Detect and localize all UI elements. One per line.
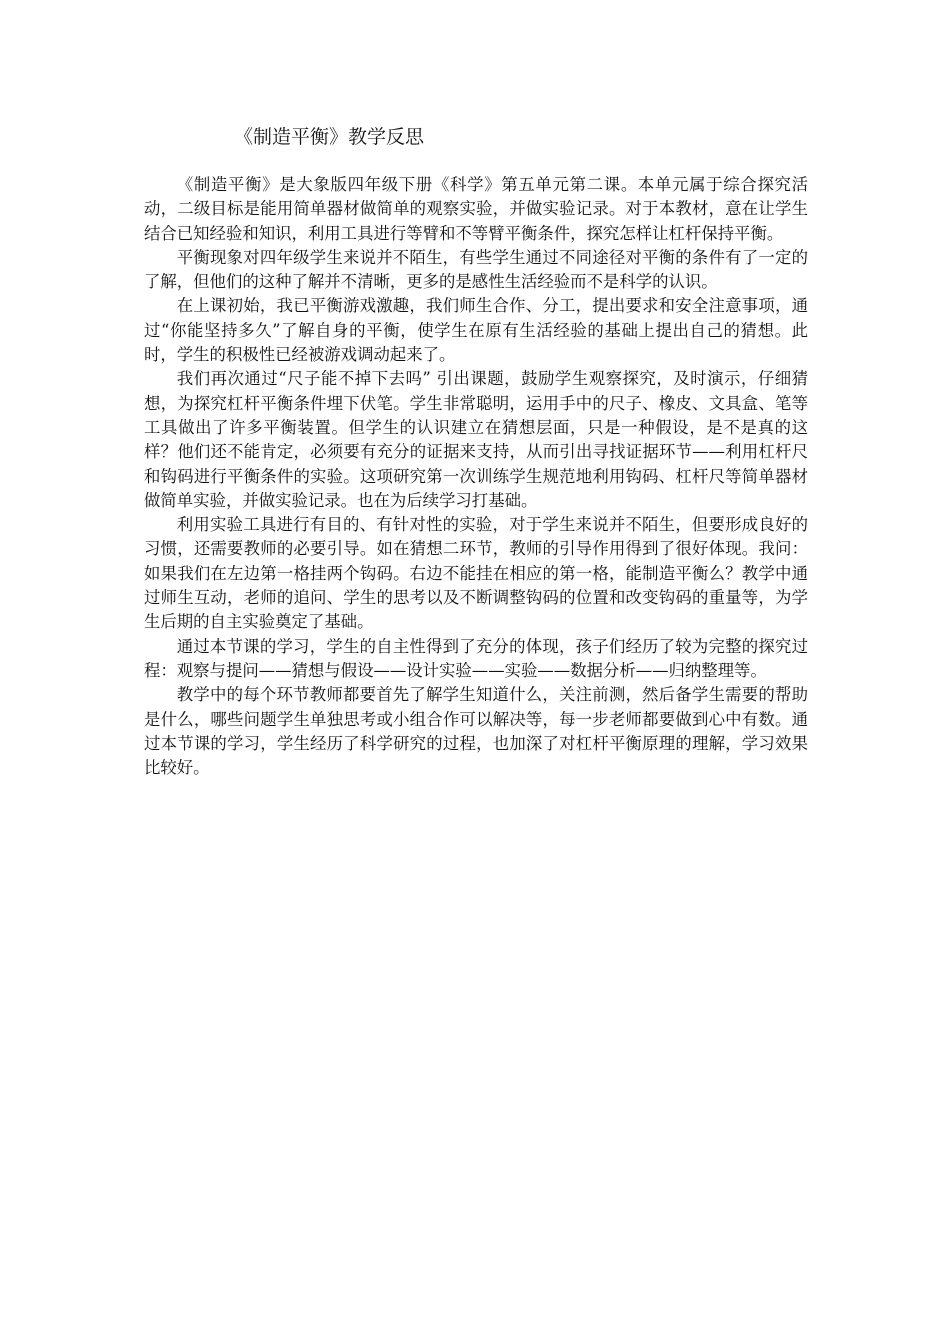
paragraph-4: 我们再次通过“尺子能不掉下去吗” 引出课题，鼓励学生观察探究，及时演示，仔细猜想，为探究杠杆平衡条件埋下伏笔。学生非常聪明，运用手中的尺子、橡皮、文具盒、笔等工具做出了许多平衡装置。但学生的认识建立在猜想层面，只是一种假设，是不是真的这样？他们还不能肯定，必须要有充分的证据来支持，从而引出寻找证据环节——利用杠杆尺和钩码进行平衡条件的实验。这项研究第一次训练学生规范地利用钩码、杠杆尺等简单器材做简单实验，并做实验记录。也在为后续学习打基础。 [144, 369, 808, 510]
paragraph-2: 平衡现象对四年级学生来说并不陌生，有些学生通过不同途径对平衡的条件有了一定的了解，但他们的这种了解并不清晰，更多的是感性生活经验而不是科学的认识。 [144, 247, 808, 292]
document-body [144, 173, 808, 780]
paragraph-6: 通过本节课的学习，学生的自主性得到了充分的体现，孩子们经历了较为完整的探究过程：观察与提问——猜想与假设——设计实验——实验——数据分析——归纳整理等。 [144, 636, 808, 680]
paragraph-1: 《制造平衡》是大象版四年级下册《科学》第五单元第二课。本单元属于综合探究活动，二级目标是能用简单器材做简单的观察实验，并做实验记录。对于本教材，意在让学生结合已知经验和知识，利用工具进行等臂和不等臂平衡条件，探究怎样让杠杆保持平衡。 [144, 175, 808, 243]
paragraph-3: 在上课初始，我已平衡游戏激趣，我们师生合作、分工，提出要求和安全注意事项，通过“你能坚持多久”了解自身的平衡，使学生在原有生活经验的基础上提出自己的猜想。此时，学生的积极性已经被游戏调动起来了。 [144, 296, 808, 365]
document-title: 《制造平衡》教学反思 [234, 126, 425, 148]
paragraph-5: 利用实验工具进行有目的、有针对性的实验，对于学生来说并不陌生，但要形成良好的习惯，还需要教师的必要引导。如在猜想二环节，教师的引导作用得到了很好体现。我问：如果我们在左边第一格挂两个钩码。右边不能挂在相应的第一格，能制造平衡么？教学中通过师生互动，老师的追问、学生的思考以及不断调整钩码的位置和改变钩码的重量等，为学生后期的自主实验奠定了基础。 [144, 515, 808, 632]
paragraph-7: 教学中的每个环节教师都要首先了解学生知道什么，关注前测，然后备学生需要的帮助是什么，哪些问题学生单独思考或小组合作可以解决等，每一步老师都要做到心中有数。通过本节课的学习，学生经历了科学研究的过程，也加深了对杠杆平衡原理的理解，学习效果比较好。 [144, 685, 808, 778]
